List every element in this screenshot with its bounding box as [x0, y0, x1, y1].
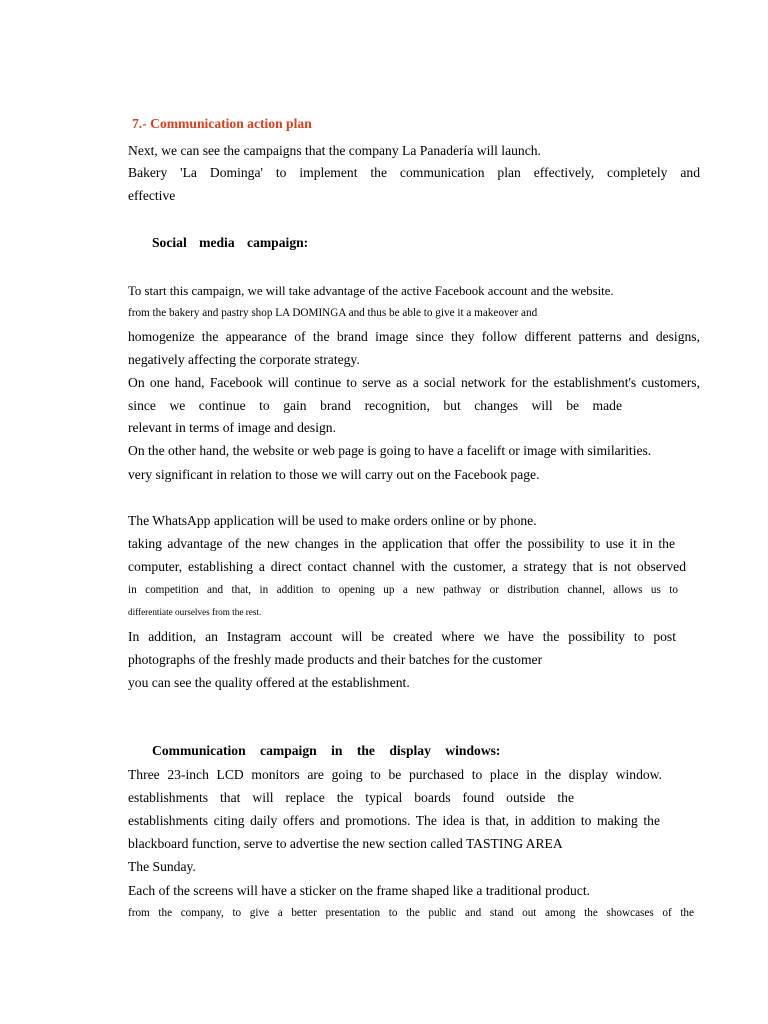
display-window-subheading: Communication campaign in the display windows: [152, 743, 501, 758]
paragraph-line: in competition and that, in addition to opening up a new pathway or distribution channel, allows us to [128, 584, 678, 596]
paragraph-line: relevant in terms of image and design. [128, 420, 336, 435]
paragraph-line: homogenize the appearance of the brand image since they follow different patterns and designs, [128, 329, 700, 344]
paragraph-line: computer, establishing a direct contact channel with the customer, a strategy that is not observed [128, 559, 686, 574]
paragraph-line: from the company, to give a better presentation to the public and stand out among the showcases of the [128, 907, 694, 919]
paragraph-line: taking advantage of the new changes in the application that offer the possibility to use it in the [128, 536, 675, 551]
paragraph-line: negatively affecting the corporate strategy. [128, 352, 360, 367]
paragraph-line: very significant in relation to those we will carry out on the Facebook page. [128, 467, 540, 482]
paragraph-line: The Sunday. [128, 859, 196, 874]
paragraph-line: Each of the screens will have a sticker on the frame shaped like a traditional product. [128, 883, 591, 898]
section-heading: 7.- Communication action plan [132, 116, 312, 131]
paragraph-line: Three 23-inch LCD monitors are going to be purchased to place in the display window. [128, 767, 662, 782]
paragraph-line: differentiate ourselves from the rest. [128, 607, 262, 617]
paragraph-line: On the other hand, the website or web page is going to have a facelift or image with similarities. [128, 443, 652, 458]
paragraph-line: In addition, an Instagram account will be created where we have the possibility to post [128, 629, 676, 644]
paragraph-line: establishments citing daily offers and promotions. The idea is that, in addition to making the [128, 813, 660, 828]
paragraph-line: from the bakery and pastry shop LA DOMINGA and thus be able to give it a makeover and [128, 307, 538, 319]
paragraph-line: since we continue to gain brand recognition, but changes will be made [128, 398, 622, 413]
intro-line: Bakery 'La Dominga' to implement the communication plan effectively, completely and [128, 165, 700, 180]
paragraph-line: establishments that will replace the typical boards found outside the [128, 790, 574, 805]
paragraph-line: The WhatsApp application will be used to make orders online or by phone. [128, 513, 537, 528]
intro-line: effective [128, 188, 176, 203]
paragraph-line: On one hand, Facebook will continue to serve as a social network for the establishment's customers, [128, 375, 700, 390]
paragraph-line: you can see the quality offered at the establishment. [128, 675, 410, 690]
paragraph-line: photographs of the freshly made products and their batches for the customer [128, 652, 543, 667]
paragraph-line: To start this campaign, we will take advantage of the active Facebook account and the website. [128, 284, 614, 298]
social-media-subheading: Social media campaign: [152, 235, 309, 250]
paragraph-line: blackboard function, serve to advertise the new section called TASTING AREA [128, 836, 563, 851]
intro-line: Next, we can see the campaigns that the company La Panadería will launch. [128, 143, 541, 158]
